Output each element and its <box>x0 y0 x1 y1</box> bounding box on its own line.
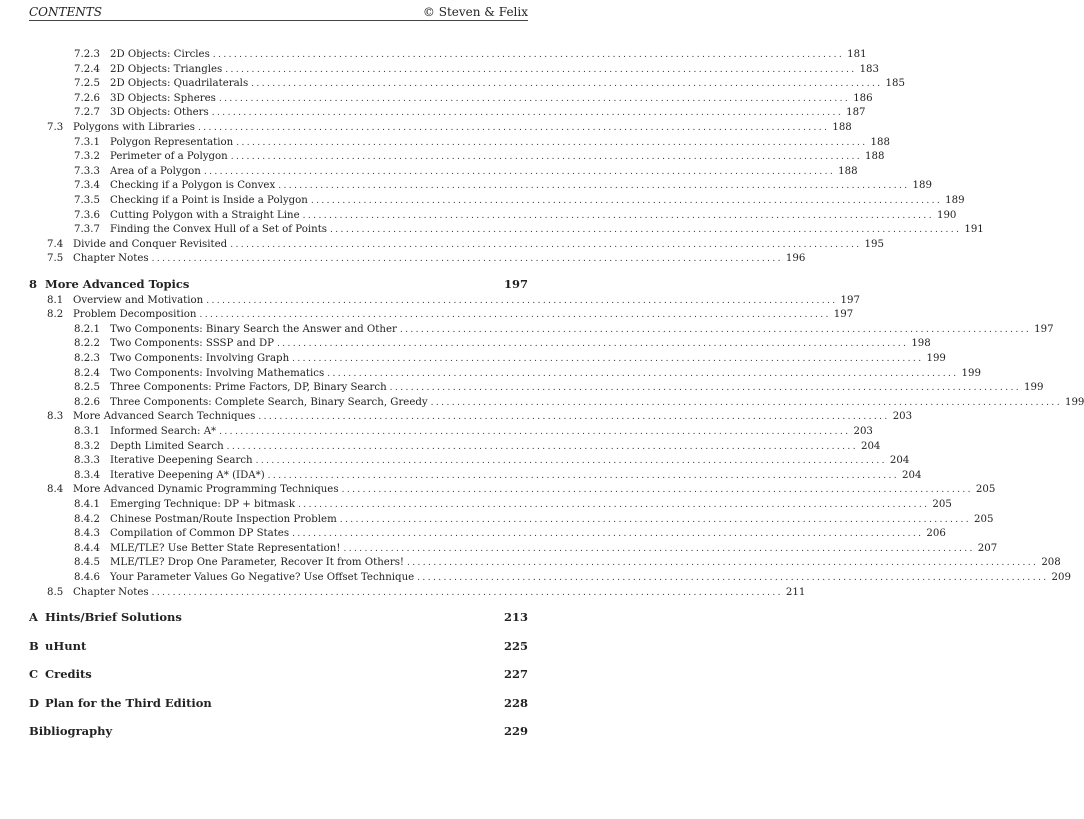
toc-entry-number: 8.5 <box>47 586 64 598</box>
toc-page-number: 229 <box>503 724 528 739</box>
toc-dot-leader: ........................................................................................................................ <box>341 485 973 496</box>
toc-chapter-entry[interactable] <box>29 696 528 710</box>
toc-page-number: 187 <box>846 107 866 119</box>
toc-entry-number: 7.2.4 <box>74 63 100 75</box>
toc-entry-number: 8.4.2 <box>74 513 100 525</box>
toc-entry-number: A <box>29 610 38 625</box>
toc-page-number: 203 <box>853 425 873 437</box>
toc-subsection-entry[interactable] <box>74 209 957 223</box>
toc-subsection-entry[interactable] <box>74 63 880 77</box>
toc-page-number: 204 <box>901 469 922 481</box>
toc-entry-title: Iterative Deepening A* (IDA*) <box>110 469 265 481</box>
toc-dot-leader: ........................................................................................................................ <box>230 152 863 163</box>
toc-dot-leader: ........................................................................................................................ <box>251 79 883 90</box>
toc-entry-title: Emerging Technique: DP + bitmask <box>110 498 296 510</box>
toc-page-number: 199 <box>961 367 981 379</box>
toc-page-number: 188 <box>832 122 852 133</box>
toc-entry-title: Problem Decomposition <box>73 309 197 321</box>
toc-entry-number: 8.1 <box>47 294 64 306</box>
toc-entry-number: 8.4.4 <box>74 542 100 554</box>
toc-entry-title: Polygons with Libraries <box>73 122 196 133</box>
toc-dot-leader: ........................................................................................................................ <box>212 50 845 60</box>
toc-page-number: 205 <box>932 498 952 510</box>
toc-dot-leader: ........................................................................................................................ <box>302 210 934 221</box>
toc-entry-title: Two Components: SSSP and DP <box>110 338 274 350</box>
toc-dot-leader: ........................................................................................................................ <box>258 412 890 423</box>
toc-subsection-entry[interactable] <box>74 179 932 193</box>
toc-page-number: 213 <box>503 610 528 625</box>
toc-entry-number: 7.2.5 <box>74 78 100 90</box>
toc-entry-title: Chapter Notes <box>73 253 149 265</box>
toc-chapter-entry[interactable] <box>29 724 528 738</box>
toc-subsection-entry[interactable] <box>74 381 1044 395</box>
toc-entry-title: Chinese Postman/Route Inspection Problem <box>110 513 337 525</box>
toc-subsection-entry[interactable] <box>74 556 1061 570</box>
toc-entry-number: 8.4.5 <box>74 557 100 569</box>
toc-entry-title: Iterative Deepening Search <box>110 455 253 467</box>
toc-page-number: 196 <box>785 253 806 265</box>
toc-entry-number: D <box>29 695 39 710</box>
toc-entry-number: 8.2.6 <box>74 396 100 408</box>
toc-entry-title: More Advanced Dynamic Programming Techniques <box>73 484 339 496</box>
toc-entry-title: Depth Limited Search <box>110 440 224 452</box>
toc-dot-leader: ........................................................................................................................ <box>298 499 930 510</box>
toc-page-number: 197 <box>840 294 860 306</box>
toc-subsection-entry[interactable] <box>74 223 984 237</box>
toc-section-entry[interactable] <box>47 410 913 424</box>
header-section-title: CONTENTS <box>29 5 103 19</box>
toc-dot-leader: ........................................................................................................................ <box>219 426 851 437</box>
toc-entry-title: Overview and Motivation <box>73 294 204 306</box>
toc-dot-leader: ........................................................................................................................ <box>343 543 975 554</box>
toc-page-number: 204 <box>889 455 910 467</box>
toc-section-entry[interactable] <box>47 121 852 135</box>
toc-section-entry[interactable] <box>47 238 884 252</box>
toc-dot-leader: ........................................................................................................................ <box>206 295 838 306</box>
toc-entry-title: Polygon Representation <box>110 136 234 148</box>
toc-entry-title: Compilation of Common DP States <box>110 528 290 540</box>
toc-page-number: 209 <box>1051 571 1071 583</box>
toc-entry-number: 8.3.4 <box>74 469 100 481</box>
toc-entry-title: Three Components: Complete Search, Binary Search, Greedy <box>110 396 428 408</box>
toc-entry-title: 3D Objects: Spheres <box>110 92 216 104</box>
toc-dot-leader: ........................................................................................................................ <box>230 239 862 250</box>
toc-entry-title: Two Components: Involving Graph <box>110 352 290 364</box>
toc-page-number: 228 <box>503 695 528 710</box>
toc-subsection-entry[interactable] <box>74 367 981 381</box>
toc-page-number: 203 <box>892 411 913 423</box>
toc-dot-leader: ........................................................................................................................ <box>417 572 1049 583</box>
toc-subsection-entry[interactable] <box>74 194 965 208</box>
toc-chapter-entry[interactable] <box>29 667 528 681</box>
toc-entry-number: 8 <box>29 277 38 291</box>
toc-entry-number: 8.3.3 <box>74 455 100 467</box>
toc-chapter-entry[interactable] <box>29 639 528 653</box>
toc-dot-leader: ........................................................................................................................ <box>389 383 1021 394</box>
toc-dot-leader: ........................................................................................................................ <box>211 108 844 119</box>
toc-page-number: 199 <box>926 352 946 364</box>
toc-entry-title: More Advanced Topics <box>45 277 190 291</box>
toc-page-number: 195 <box>864 238 884 250</box>
toc-section-entry[interactable] <box>47 308 854 322</box>
toc-subsection-entry[interactable] <box>74 542 998 556</box>
toc-entry-number: 8.4.6 <box>74 571 100 583</box>
toc-page-number: 197 <box>1034 323 1054 335</box>
toc-dot-leader: ........................................................................................................................ <box>225 64 857 75</box>
toc-dot-leader: ........................................................................................................................ <box>218 93 851 104</box>
toc-page-number: 206 <box>926 528 946 540</box>
toc-entry-number: 7.2.6 <box>74 92 100 104</box>
toc-entry-title: Your Parameter Values Go Negative? Use Offset Technique <box>110 571 415 583</box>
toc-entry-title: Checking if a Polygon is Convex <box>110 180 276 192</box>
toc-page-number: 188 <box>838 165 858 177</box>
toc-entry-title: Area of a Polygon <box>110 165 201 177</box>
toc-page-number: 197 <box>503 277 528 291</box>
toc-dot-leader: ........................................................................................................................ <box>277 339 909 350</box>
toc-entry-title: Plan for the Third Edition <box>45 695 212 710</box>
toc-page-number: 205 <box>974 513 994 525</box>
header-author: © Steven & Felix <box>422 5 528 19</box>
toc-entry-number: 8.3 <box>47 411 64 423</box>
toc-entry-number: 7.5 <box>47 253 64 265</box>
toc-dot-leader: ........................................................................................................................ <box>278 181 910 192</box>
toc-dot-leader: ........................................................................................................................ <box>236 137 868 148</box>
toc-entry-number: 8.2 <box>47 309 64 321</box>
toc-dot-leader: ........................................................................................................................ <box>255 456 887 467</box>
toc-subsection-entry[interactable] <box>74 136 890 150</box>
toc-entry-title: 3D Objects: Others <box>110 107 209 119</box>
toc-entry-title: Two Components: Involving Mathematics <box>110 367 325 379</box>
toc-page-number: 188 <box>865 151 885 163</box>
toc-dot-leader: ........................................................................................................................ <box>151 587 783 598</box>
toc-page-number: 190 <box>936 209 957 221</box>
toc-entry-number: 7.2.3 <box>74 49 100 60</box>
toc-entry-title: MLE/TLE? Use Better State Representation! <box>110 542 341 554</box>
toc-entry-number: 8.2.4 <box>74 367 100 379</box>
toc-dot-leader: ........................................................................................................................ <box>198 123 830 133</box>
toc-entry-title: Bibliography <box>29 724 113 739</box>
toc-dot-leader: ........................................................................................................................ <box>203 166 836 177</box>
toc-subsection-entry[interactable] <box>74 150 885 164</box>
toc-page-number: 225 <box>503 638 528 653</box>
toc-entry-title: More Advanced Search Techniques <box>73 411 256 423</box>
toc-entry-number: 7.3.7 <box>74 224 100 236</box>
toc-entry-number: 7.3.2 <box>74 151 100 163</box>
toc-entry-number: 7.3.3 <box>74 165 100 177</box>
toc-entry-title: Finding the Convex Hull of a Set of Points <box>110 224 328 236</box>
toc-entry-number: C <box>29 667 39 682</box>
toc-entry-title: uHunt <box>45 638 87 653</box>
toc-page-number: 199 <box>1023 382 1044 394</box>
toc-entry-title: 2D Objects: Triangles <box>110 63 223 75</box>
toc-subsection-entry[interactable] <box>74 469 922 483</box>
toc-subsection-entry[interactable] <box>74 513 994 527</box>
toc-entry-title: Divide and Conquer Revisited <box>73 238 228 250</box>
toc-entry-number: 8.2.3 <box>74 352 100 364</box>
toc-page-number: 185 <box>885 78 905 90</box>
toc-subsection-entry[interactable] <box>74 337 931 351</box>
toc-page-number: 197 <box>833 309 854 321</box>
toc-page-number: 227 <box>503 667 528 682</box>
toc-page-number: 181 <box>847 49 867 60</box>
toc-dot-leader: ........................................................................................................................ <box>292 529 924 540</box>
toc-page-number: 198 <box>911 338 931 350</box>
toc-section-entry[interactable] <box>47 586 806 600</box>
toc-entry-title: Perimeter of a Polygon <box>110 151 228 163</box>
toc-entry-number: B <box>29 638 39 653</box>
toc-entry-number: 8.2.2 <box>74 338 100 350</box>
toc-page-number: 204 <box>860 440 881 452</box>
toc-page-number: 186 <box>853 92 873 104</box>
toc-entry-title: Cutting Polygon with a Straight Line <box>110 209 300 221</box>
toc-subsection-entry[interactable] <box>74 48 867 62</box>
toc-dot-leader: ........................................................................................................................ <box>339 514 972 525</box>
toc-dot-leader: ........................................................................................................................ <box>327 368 959 379</box>
toc-subsection-entry[interactable] <box>74 92 873 106</box>
toc-dot-leader: ........................................................................................................................ <box>430 397 1062 408</box>
toc-subsection-entry[interactable] <box>74 527 946 541</box>
toc-page-number: 205 <box>975 484 996 496</box>
toc-entry-number: 8.4.1 <box>74 498 100 510</box>
toc-chapter-entry[interactable] <box>29 277 528 291</box>
toc-entry-number: 7.2.7 <box>74 107 100 119</box>
toc-dot-leader: ........................................................................................................................ <box>267 470 899 481</box>
toc-entry-number: 8.4 <box>47 484 64 496</box>
toc-subsection-entry[interactable] <box>74 498 952 512</box>
toc-section-entry[interactable] <box>47 483 996 497</box>
toc-page-number: 211 <box>785 586 806 598</box>
toc-entry-number: 8.3.2 <box>74 440 100 452</box>
toc-entry-number: 8.3.1 <box>74 425 100 437</box>
toc-subsection-entry[interactable] <box>74 352 946 366</box>
toc-entry-title: Chapter Notes <box>73 586 149 598</box>
toc-entry-number: 7.3.6 <box>74 209 100 221</box>
toc-page-number: 207 <box>977 542 998 554</box>
toc-subsection-entry[interactable] <box>74 571 1071 585</box>
running-header <box>29 4 528 21</box>
toc-entry-title: Three Components: Prime Factors, DP, Binary Search <box>110 382 387 394</box>
toc-dot-leader: ........................................................................................................................ <box>310 196 943 206</box>
toc-entry-title: MLE/TLE? Drop One Parameter, Recover It from Others! <box>110 557 405 569</box>
toc-entry-title: 2D Objects: Quadrilaterals <box>110 78 249 90</box>
toc-subsection-entry[interactable] <box>74 165 858 179</box>
toc-page-number: 183 <box>859 63 880 75</box>
toc-dot-leader: ........................................................................................................................ <box>292 353 924 364</box>
toc-subsection-entry[interactable] <box>74 454 910 468</box>
toc-page-number: 208 <box>1041 557 1061 569</box>
toc-dot-leader: ........................................................................................................................ <box>407 558 1039 569</box>
toc-entry-title: 2D Objects: Circles <box>110 49 210 60</box>
toc-dot-leader: ........................................................................................................................ <box>226 441 858 452</box>
toc-entry-number: 7.3.4 <box>74 180 100 192</box>
toc-entry-title: Two Components: Binary Search the Answer and Other <box>110 323 397 335</box>
toc-chapter-entry[interactable] <box>29 610 528 624</box>
toc-subsection-entry[interactable] <box>74 106 866 120</box>
toc-entry-number: 8.2.1 <box>74 323 100 335</box>
toc-subsection-entry[interactable] <box>74 396 1084 410</box>
toc-page-number: 189 <box>945 195 965 206</box>
toc-page-number: 189 <box>912 180 932 192</box>
toc-entry-number: 7.3.1 <box>74 136 100 148</box>
toc-dot-leader: ........................................................................................................................ <box>151 254 783 265</box>
toc-section-entry[interactable] <box>47 252 806 266</box>
toc-entry-title: Credits <box>45 667 92 682</box>
toc-subsection-entry[interactable] <box>74 440 881 454</box>
toc-subsection-entry[interactable] <box>74 323 1054 337</box>
toc-dot-leader: ........................................................................................................................ <box>199 310 831 321</box>
toc-page-number: 191 <box>964 224 984 236</box>
toc-entry-number: 8.2.5 <box>74 382 100 394</box>
toc-page-number: 188 <box>870 136 890 148</box>
toc-entry-number: 7.3 <box>47 122 64 133</box>
toc-entry-number: 7.3.5 <box>74 195 100 206</box>
toc-section-entry[interactable] <box>47 294 860 308</box>
toc-dot-leader: ........................................................................................................................ <box>399 324 1032 335</box>
toc-page-number: 199 <box>1064 396 1084 408</box>
toc-dot-leader: ........................................................................................................................ <box>330 225 962 236</box>
toc-entry-number: 8.4.3 <box>74 528 100 540</box>
toc-entry-number: 7.4 <box>47 238 64 250</box>
toc-subsection-entry[interactable] <box>74 77 905 91</box>
toc-entry-title: Informed Search: A* <box>110 425 217 437</box>
toc-entry-title: Hints/Brief Solutions <box>45 610 182 625</box>
toc-entry-title: Checking if a Point is Inside a Polygon <box>110 195 308 206</box>
toc-subsection-entry[interactable] <box>74 425 873 439</box>
